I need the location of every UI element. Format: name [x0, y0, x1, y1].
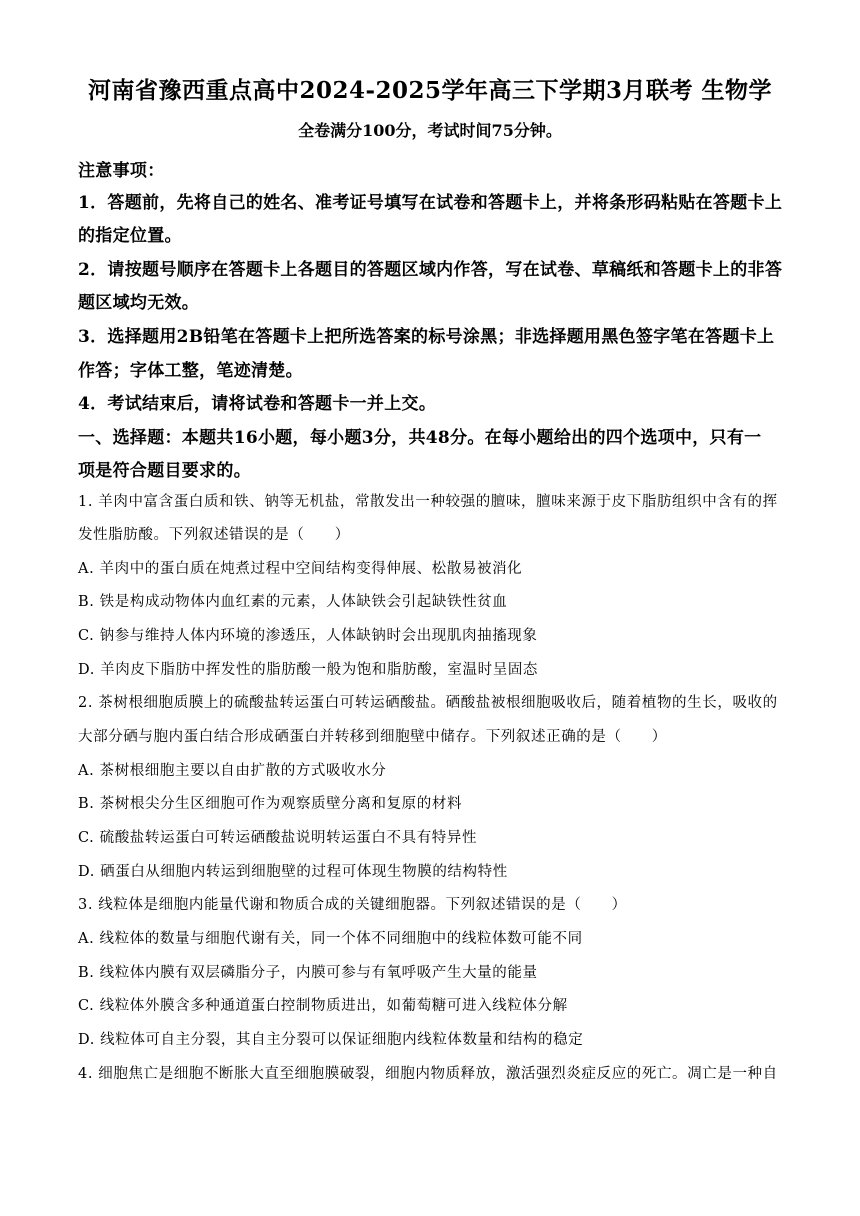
section-heading: 项是符合题目要求的。	[78, 461, 251, 481]
note-line: 1．答题前，先将自己的姓名、准考证号填写在试卷和答题卡上，并将条形码粘贴在答题卡上	[78, 193, 783, 213]
question-stem: 3. 线粒体是细胞内能量代谢和物质合成的关键细胞器。下列叙述错误的是（ ）	[78, 897, 627, 913]
question-option: C. 钠参与维持人体内环境的渗透压，人体缺钠时会出现肌肉抽搐现象	[78, 628, 538, 644]
question-stem: 大部分硒与胞内蛋白结合形成硒蛋白并转移到细胞壁中储存。下列叙述正确的是（ ）	[78, 729, 667, 745]
question-option: C. 硫酸盐转运蛋白可转运硒酸盐说明转运蛋白不具有特异性	[78, 830, 478, 846]
exam-title: 河南省豫西重点高中2024-2025学年高三下学期3月联考 生物学	[87, 77, 773, 104]
question-option: D. 硒蛋白从细胞内转运到细胞壁的过程可体现生物膜的结构特性	[78, 864, 508, 880]
question-stem: 4. 细胞焦亡是细胞不断胀大直至细胞膜破裂，细胞内物质释放，激活强烈炎症反应的死亡。凋亡是一种自	[78, 1066, 778, 1082]
question-option: B. 线粒体内膜有双层磷脂分子，内膜可参与有氧呼吸产生大量的能量	[78, 965, 538, 981]
question-option: D. 线粒体可自主分裂，其自主分裂可以保证细胞内线粒体数量和结构的稳定	[78, 1032, 584, 1048]
notes-heading: 注意事项：	[78, 161, 165, 181]
note-line: 的指定位置。	[78, 226, 182, 246]
question-option: C. 线粒体外膜含多种通道蛋白控制物质进出，如葡萄糖可进入线粒体分解	[78, 998, 568, 1014]
question-option: A. 茶树根细胞主要以自由扩散的方式吸收水分	[78, 763, 387, 779]
question-stem: 1. 羊肉中富含蛋白质和铁、钠等无机盐，常散发出一种较强的膻味，膻味来源于皮下脂肪组织中含有的挥	[78, 494, 778, 510]
note-line: 题区域均无效。	[78, 293, 200, 313]
note-line: 2．请按题号顺序在答题卡上各题目的答题区域内作答，写在试卷、草稿纸和答题卡上的非答	[78, 260, 783, 280]
note-line: 作答；字体工整，笔迹清楚。	[78, 361, 303, 381]
question-stem: 2. 茶树根细胞质膜上的硫酸盐转运蛋白可转运硒酸盐。硒酸盐被根细胞吸收后，随着植物的生长，吸收的	[78, 695, 778, 711]
question-option: A. 线粒体的数量与细胞代谢有关，同一个体不同细胞中的线粒体数可能不同	[78, 931, 583, 947]
section-heading: 一、选择题：本题共16小题，每小题3分，共48分。在每小题给出的四个选项中，只有一	[78, 428, 762, 448]
question-option: D. 羊肉皮下脂肪中挥发性的脂肪酸一般为饱和脂肪酸，室温时呈固态	[78, 662, 539, 678]
question-option: A. 羊肉中的蛋白质在炖煮过程中空间结构变得伸展、松散易被消化	[78, 561, 523, 577]
question-option: B. 铁是构成动物体内血红素的元素，人体缺铁会引起缺铁性贫血	[78, 594, 508, 610]
question-stem: 发性脂肪酸。下列叙述错误的是（ ）	[78, 527, 350, 543]
exam-subtitle: 全卷满分100分，考试时间75分钟。	[298, 121, 562, 140]
note-line: 3．选择题用2B铅笔在答题卡上把所选答案的标号涂黑；非选择题用黑色签字笔在答题卡上	[78, 327, 775, 347]
question-option: B. 茶树根尖分生区细胞可作为观察质壁分离和复原的材料	[78, 796, 463, 812]
note-line: 4．考试结束后，请将试卷和答题卡一并上交。	[78, 394, 437, 414]
